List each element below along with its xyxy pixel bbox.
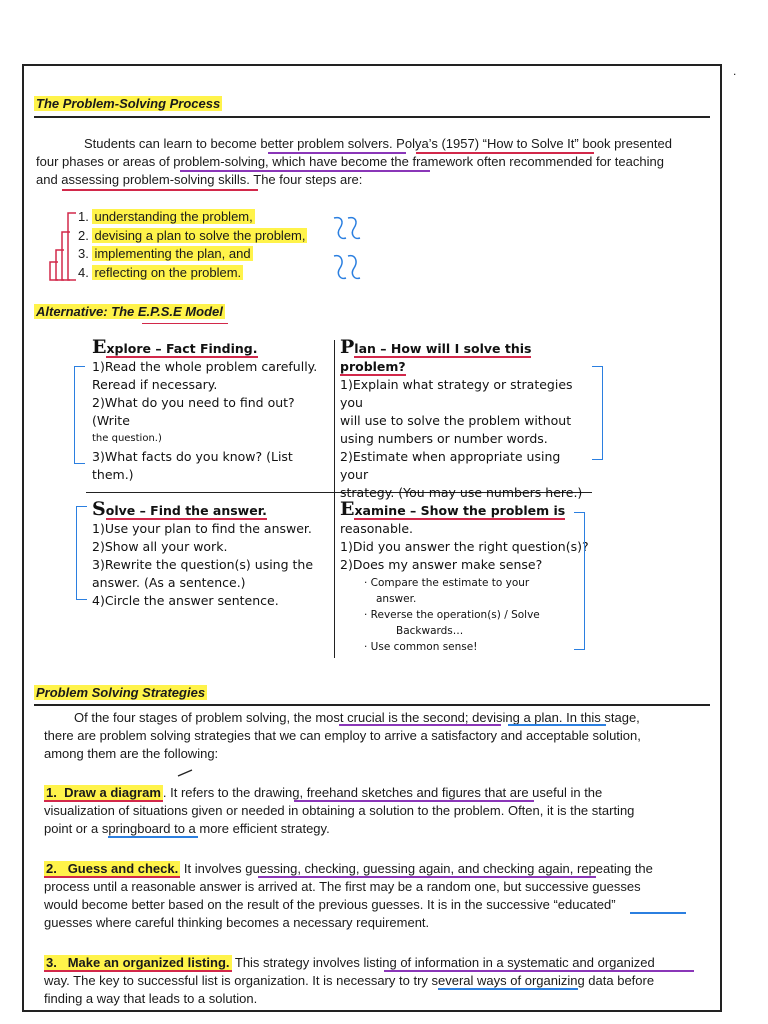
examine-line: answer. xyxy=(376,593,417,605)
examine-line: · Compare the estimate to your xyxy=(364,577,530,589)
strategy-line: way. The key to successful list is organization. It is necessary to try several ways of organizing data before xyxy=(44,973,655,988)
blue-brace-marks xyxy=(330,212,370,288)
strategy-line: 1. Draw a diagram . It refers to the drawing, freehand sketches and figures that are useful in the xyxy=(46,785,603,800)
strategy-line: 3. Make an organized listing. This strategy involves listing of information in a systematic and organized xyxy=(46,955,655,970)
list-item: 2. devising a plan to solve the problem, xyxy=(78,227,306,243)
section-rule xyxy=(34,704,710,706)
solve-quadrant xyxy=(92,498,332,610)
plan-line: will use to solve the problem without xyxy=(340,413,572,428)
stray-mark: . xyxy=(733,64,737,78)
examine-line: Backwards… xyxy=(396,625,464,637)
explore-line: Reread if necessary. xyxy=(92,377,218,392)
ink-underline xyxy=(438,988,578,990)
strategy-line: process until a reasonable answer is arrived at. The first may be a random one, but successive guesses xyxy=(44,879,641,894)
section-title-problem-solving: The Problem-Solving Process xyxy=(36,96,221,111)
intro-line: there are problem solving strategies that we can employ to arrive a satisfactory and acceptable solution, xyxy=(44,728,641,743)
blue-bracket-mark xyxy=(574,512,585,650)
strategy-1 xyxy=(44,784,694,838)
examine-line: 1)Did you answer the right question(s)? xyxy=(340,539,589,554)
ink-underline xyxy=(180,170,430,172)
solve-heading: Solve – Find the answer. xyxy=(92,498,267,520)
intro-line: Students can learn to become better problem solvers. Polya’s (1957) “How to Solve It” book presented xyxy=(84,136,672,151)
solve-line: 1)Use your plan to find the answer. xyxy=(92,521,312,536)
red-underline-mark xyxy=(142,323,228,324)
ink-underline xyxy=(258,876,596,878)
plan-quadrant xyxy=(340,336,590,502)
examine-line: reasonable. xyxy=(340,521,414,536)
intro-line: Of the four stages of problem solving, the most crucial is the second; devising a plan. In this stage, xyxy=(74,710,640,725)
strategies-intro xyxy=(44,709,694,763)
blue-bracket-mark xyxy=(74,366,85,464)
ink-underline xyxy=(339,724,501,726)
examine-quadrant xyxy=(340,498,590,656)
ink-underline xyxy=(508,724,606,726)
plan-line: strategy. (You may use numbers here.) xyxy=(340,485,583,500)
strategy-2 xyxy=(44,860,694,932)
explore-line: 2)What do you need to find out? (Write xyxy=(92,395,295,428)
intro-line: four phases or areas of problem-solving, which have become the framework often recommended for teaching xyxy=(36,154,664,169)
ink-underline xyxy=(62,189,258,191)
strategy-3 xyxy=(44,954,694,1008)
explore-line: them.) xyxy=(92,467,134,482)
plan-heading: Plan – How will I solve this problem? xyxy=(340,336,532,374)
section-rule xyxy=(34,116,710,118)
solve-line: 2)Show all your work. xyxy=(92,539,228,554)
solve-line: 4)Circle the answer sentence. xyxy=(92,593,279,608)
solve-line: 3)Rewrite the question(s) using the xyxy=(92,557,314,572)
strategy-line: would become better based on the result of the previous guesses. It is in the successive “educated” xyxy=(44,897,616,912)
ink-underline xyxy=(108,836,198,838)
red-bracket-marks xyxy=(40,210,80,282)
ink-underline xyxy=(384,970,694,972)
quadrant-divider-vertical xyxy=(334,340,335,658)
blue-bracket-mark xyxy=(592,366,603,460)
explore-line: 1)Read the whole problem carefully. xyxy=(92,359,318,374)
strategy-line: visualization of situations given or needed in obtaining a solution to the problem. Often, it is the starting xyxy=(44,803,635,818)
ink-underline xyxy=(268,152,406,154)
solve-line: answer. (As a sentence.) xyxy=(92,575,246,590)
examine-line: · Reverse the operation(s) / Solve xyxy=(364,609,540,621)
tick-mark xyxy=(176,768,196,778)
list-item: 3. implementing the plan, and xyxy=(78,246,251,261)
plan-line: 2)Estimate when appropriate using your xyxy=(340,449,561,482)
ink-underline xyxy=(416,152,594,154)
plan-line: 1)Explain what strategy or strategies you xyxy=(340,377,573,410)
intro-line: and assessing problem-solving skills. The four steps are: xyxy=(36,172,363,187)
intro-line: among them are the following: xyxy=(44,746,219,761)
section-title-strategies: Problem Solving Strategies xyxy=(36,685,206,700)
strategy-line: guesses where careful thinking becomes a necessary requirement. xyxy=(44,915,430,930)
explore-quadrant xyxy=(92,336,332,484)
ink-underline xyxy=(294,800,534,802)
list-item: 4. reflecting on the problem. xyxy=(78,264,242,280)
explore-line: the question.) xyxy=(92,433,162,444)
blue-bracket-mark xyxy=(76,506,87,600)
steps-list xyxy=(78,208,307,282)
plan-line: using numbers or number words. xyxy=(340,431,548,446)
explore-line: 3)What facts do you know? (List xyxy=(92,449,293,464)
section-title-epse-model: Alternative: The E.P.S.E Model xyxy=(36,304,223,319)
examine-line: · Use common sense! xyxy=(364,641,478,653)
strategy-line: 2. Guess and check. It involves guessing, checking, guessing again, and checking again, repeating the xyxy=(46,861,653,876)
strategy-line: finding a way that leads to a solution. xyxy=(44,991,258,1006)
intro-paragraph xyxy=(36,135,706,189)
examine-line: 2)Does my answer make sense? xyxy=(340,557,543,572)
list-item: 1. understanding the problem, xyxy=(78,209,253,224)
strategy-line: point or a springboard to a more efficient strategy. xyxy=(44,821,330,836)
explore-heading: Explore – Fact Finding. xyxy=(92,336,258,358)
examine-heading: Examine – Show the problem is xyxy=(340,498,566,520)
ink-underline xyxy=(630,912,686,914)
